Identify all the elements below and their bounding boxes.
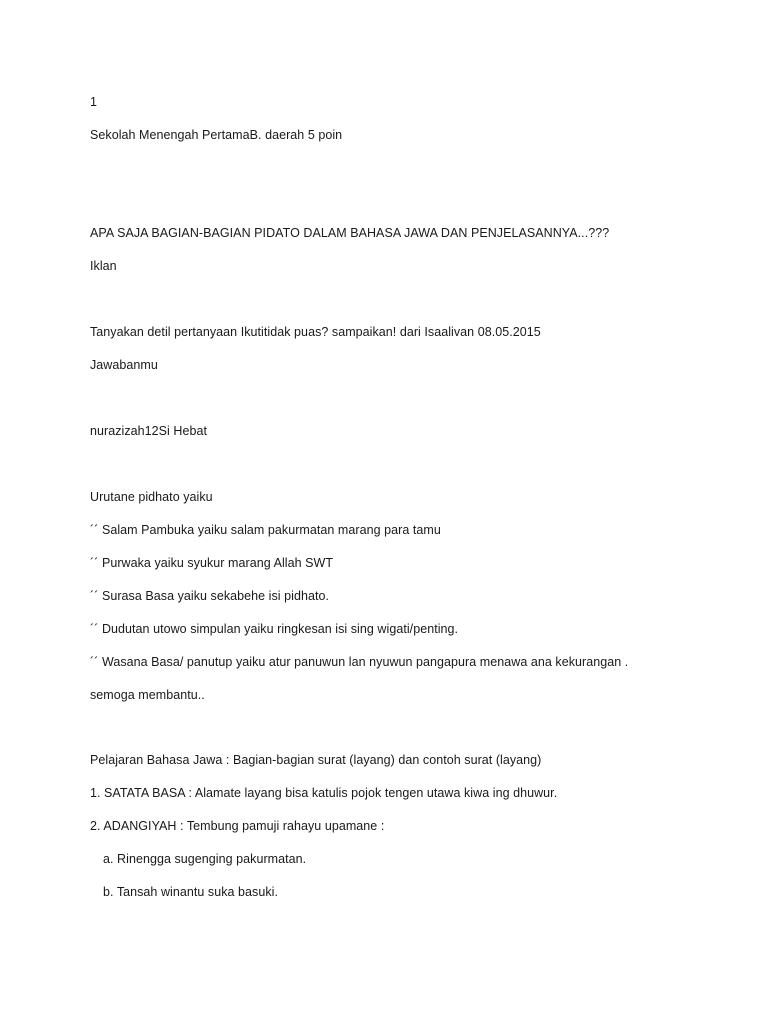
answer-item: ´´ Surasa Basa yaiku sekabehe isi pidhato. [90,589,330,603]
answer-item: ´´ Dudutan utowo simpulan yaiku ringkesan isi sing wigati/penting. [90,622,459,636]
ad-label: Iklan [90,259,117,273]
lesson-subpoint: a. Rinengga sugenging pakurmatan. [103,852,307,866]
page-number: 1 [90,95,98,109]
answerer-name: nurazizah12Si Hebat [90,424,207,438]
lesson-title: Pelajaran Bahasa Jawa : Bagian-bagian surat (layang) dan contoh surat (layang) [90,753,542,767]
question-title: APA SAJA BAGIAN-BAGIAN PIDATO DALAM BAHASA JAWA DAN PENJELASANNYA...??? [90,226,610,240]
lesson-subpoint: b. Tansah winantu suka basuki. [103,885,278,899]
answer-item: ´´ Wasana Basa/ panutup yaiku atur panuwun lan nyuwun pangapura menawa ana kekurangan . [90,655,629,669]
answer-item: ´´ Salam Pambuka yaiku salam pakurmatan marang para tamu [90,523,441,537]
answer-item: ´´ Purwaka yaiku syukur marang Allah SWT [90,556,334,570]
lesson-point: 1. SATATA BASA : Alamate layang bisa katulis pojok tengen utawa kiwa ing dhuwur. [90,786,558,800]
your-answer-label: Jawabanmu [90,358,158,372]
question-footer: Tanyakan detil pertanyaan Ikutitidak puas? sampaikan! dari Isaalivan 08.05.2015 [90,325,541,339]
question-meta: Sekolah Menengah PertamaB. daerah 5 poin [90,128,343,142]
lesson-point: 2. ADANGIYAH : Tembung pamuji rahayu upamane : [90,819,385,833]
answer-intro: Urutane pidhato yaiku [90,490,213,504]
answer-closing: semoga membantu.. [90,688,205,702]
